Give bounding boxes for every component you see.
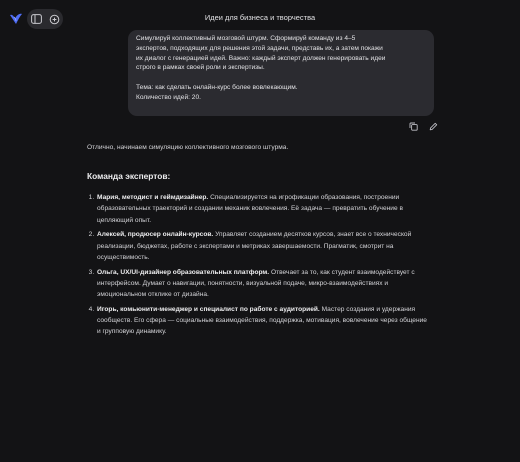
expert-item bbox=[96, 304, 432, 338]
expert-description: Специализируется на игрофикации образования, построении образовательных траекторий и создании механик вовлечения. Её задача — превратить обучение в цепляющий опыт. bbox=[97, 194, 403, 224]
expert-name: Игорь, комьюнити-менеджер и специалист по работе с аудиторией. bbox=[97, 305, 320, 313]
edit-icon[interactable] bbox=[428, 121, 438, 131]
expert-name: Мария, методист и геймдизайнер. bbox=[97, 194, 209, 202]
chat-title: Идеи для бизнеса и творчества bbox=[204, 13, 316, 22]
expert-description: Управляет созданием десятков курсов, знает все о технической реализации, бюджетах, работе с экспертами и метриках завершаемости. Прагматик, смотрит на осуществимость. bbox=[97, 231, 412, 261]
user-message-line: экспертов, подходящих для решения этой задачи, представь их, а затем покажи bbox=[136, 44, 383, 52]
user-message-line: строго в рамках своей роли и экспертизы. bbox=[136, 64, 265, 72]
user-message-line: Симулируй коллективный мозговой штурм. Сформируй команду из 4–5 bbox=[136, 35, 356, 42]
user-message-bubble bbox=[128, 30, 434, 116]
experts-list bbox=[87, 192, 432, 337]
copy-icon[interactable] bbox=[408, 121, 418, 131]
user-message-topic: Тема: как сделать онлайн-курс более вовлекающим. bbox=[136, 83, 298, 91]
expert-name: Ольга, UX/UI-дизайнер образовательных платформ. bbox=[97, 268, 270, 276]
answer-intro: Отлично, начинаем симуляцию коллективного мозгового штурма. bbox=[87, 144, 289, 151]
assistant-answer bbox=[87, 142, 432, 341]
user-message-count: Количество идей: 20. bbox=[136, 93, 201, 101]
expert-name: Алексей, продюсер онлайн-курсов. bbox=[97, 231, 214, 239]
expert-description: Отвечает за то, как студент взаимодействует с интерфейсом. Думает о навигации, понятности, визуальной подаче, микро-взаимодействиях и эмоциональном отклике от дизайна. bbox=[97, 268, 415, 299]
user-message-line: их диалог с генерацией идей. Важно: каждый эксперт должен генерировать идеи bbox=[136, 54, 386, 62]
expert-item bbox=[96, 229, 432, 263]
user-message-actions bbox=[408, 121, 438, 131]
expert-item bbox=[96, 267, 432, 301]
expert-item bbox=[96, 192, 432, 226]
expert-description: Мастер создания и удержания сообществ. Его сфера — социальные взаимодействия, поддержка, мотивация, вовлечение через общение и групповую динамику. bbox=[97, 305, 427, 336]
answer-heading: Команда экспертов: bbox=[87, 171, 171, 182]
